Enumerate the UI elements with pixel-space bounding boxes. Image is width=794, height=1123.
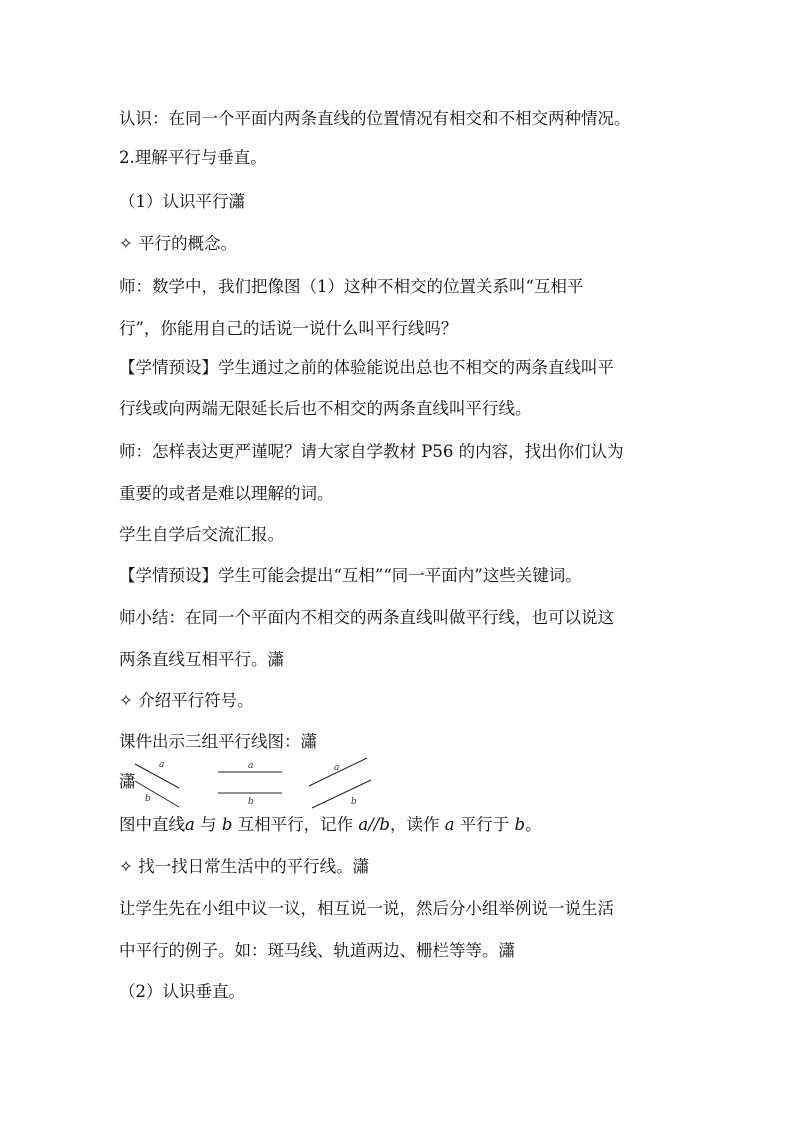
- paragraph-line: 让学生先在小组中议一议，相互说一说，然后分小组举例说一说生活: [119, 899, 614, 918]
- figure-caption: [119, 814, 679, 836]
- section-heading: 2.理解平行与垂直。: [119, 148, 267, 167]
- label-b-group3: b: [351, 797, 357, 807]
- paragraph-line: 【学情预设】学生可能会提出“互相”“同一平面内”这些关键词。: [119, 566, 582, 585]
- subsection-heading: （1）认识平行瀟: [119, 192, 245, 211]
- bullet-heading: ✧ 平行的概念。: [119, 234, 238, 253]
- caption-var-a: a: [444, 815, 455, 834]
- label-a-group2: a: [248, 761, 254, 771]
- paragraph-line: 中平行的例子。如：斑马线、轨道两边、栅栏等等。瀟: [119, 941, 515, 960]
- parallel-lines-figure: [119, 756, 379, 812]
- caption-text: 与: [194, 815, 222, 834]
- paragraph-line: 师：数学中，我们把像图（1）这种不相交的位置关系叫“互相平: [119, 277, 584, 296]
- bullet-heading: ✧ 找一找日常生活中的平行线。瀟: [119, 857, 370, 876]
- paragraph-line: 师：怎样表达更严谨呢？请大家自学教材 P56 的内容，找出你们认为: [119, 442, 624, 461]
- caption-text: 。: [525, 815, 542, 834]
- label-b-group1: b: [145, 794, 151, 804]
- paragraph-line: 行线或向两端无限延长后也不相交的两条直线叫平行线。: [119, 399, 532, 418]
- label-a-group1: a: [159, 760, 165, 770]
- bullet-heading: ✧ 介绍平行符号。: [119, 691, 254, 710]
- paragraph-line: 【学情预设】学生通过之前的体验能说出总也不相交的两条直线叫平: [119, 358, 614, 377]
- paragraph-line: 两条直线互相平行。瀟: [119, 650, 284, 669]
- paragraph-line: 行”，你能用自己的话说一说什么叫平行线吗？: [119, 319, 458, 338]
- paragraph-line: 师小结：在同一个平面内不相交的两条直线叫做平行线，也可以说这: [119, 608, 614, 627]
- caption-var-b: b: [221, 815, 233, 834]
- caption-text: ，读作: [389, 815, 445, 834]
- caption-text: 平行于: [454, 815, 515, 834]
- label-a-group3: a: [334, 763, 340, 773]
- label-b-group2: b: [248, 797, 254, 807]
- caption-var-a: a: [185, 815, 195, 834]
- parallel-notation: a//b: [358, 815, 390, 834]
- paragraph-line: 重要的或者是难以理解的词。: [119, 484, 334, 503]
- paragraph-line: 学生自学后交流汇报。: [119, 525, 284, 544]
- parallel-lines-diagram: [119, 756, 379, 812]
- caption-text: 互相平行，记作: [232, 815, 359, 834]
- paragraph-line: 课件出示三组平行线图：瀟: [119, 732, 317, 751]
- caption-var-b: b: [514, 815, 526, 834]
- figure-leading-mark: 瀟: [119, 772, 136, 791]
- paragraph-line: 认识：在同一个平面内两条直线的位置情况有相交和不相交两种情况。: [119, 109, 631, 128]
- caption-text: 图中直线: [119, 815, 185, 834]
- line-b-group3: [312, 780, 371, 808]
- subsection-heading: （2）认识垂直。: [119, 982, 245, 1001]
